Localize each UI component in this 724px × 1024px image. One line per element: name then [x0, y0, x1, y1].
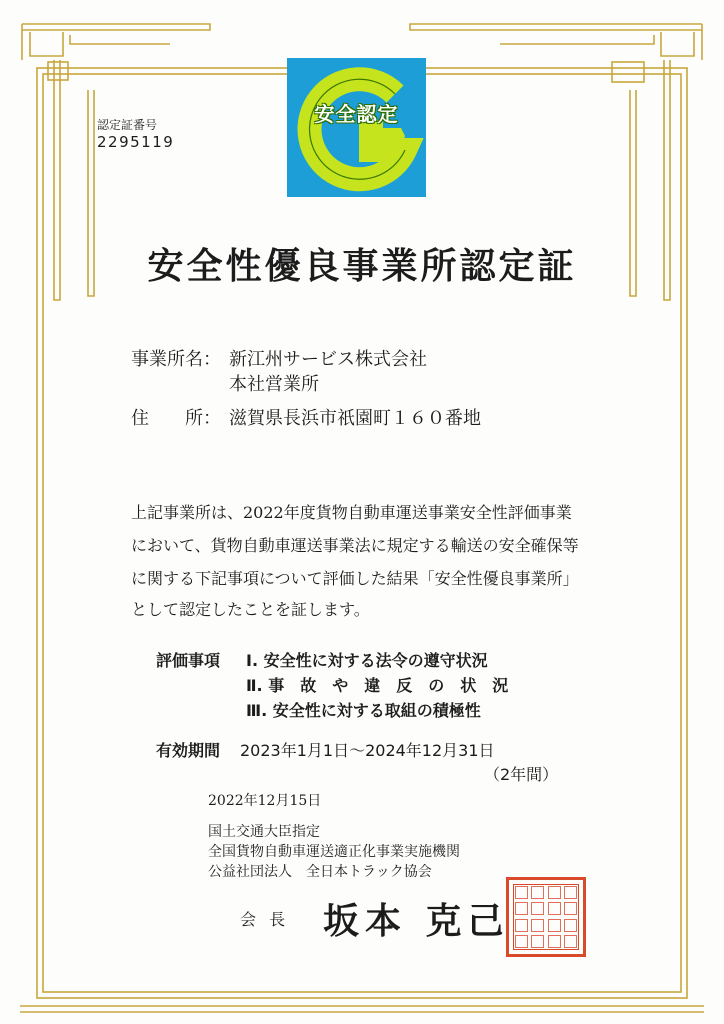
validity-duration: （2年間） — [484, 765, 559, 784]
issue-date: 2022年12月15日 — [208, 793, 322, 809]
business-branch: 本社営業所 — [229, 374, 319, 395]
evaluation-item-1: Ⅰ. 安全性に対する法令の遵守状況 — [246, 651, 488, 670]
validity-label: 有効期間 — [156, 741, 221, 760]
body-line-2: において、貨物自動車運送事業法に規定する輸送の安全確保等 — [131, 536, 579, 555]
certificate-title: 安全性優良事業所認定証 — [147, 246, 577, 287]
certificate-number: 2295119 — [97, 133, 175, 151]
g-mark-icon — [287, 58, 426, 197]
certificate-number-label: 認定証番号 — [97, 118, 158, 132]
signatory-title: 会 長 — [240, 910, 290, 929]
official-seal-stamp — [506, 877, 586, 957]
signatory-name: 坂本 克己 — [323, 900, 510, 942]
address: 滋賀県長浜市祇園町１６０番地 — [229, 408, 481, 429]
issuer-line-3: 公益社団法人 全日本トラック協会 — [208, 864, 432, 880]
body-line-4: として認定したことを証します。 — [131, 600, 370, 619]
evaluation-label: 評価事項 — [156, 651, 221, 670]
issuer-line-1: 国土交通大臣指定 — [208, 824, 320, 840]
body-line-1: 上記事業所は、2022年度貨物自動車運送事業安全性評価事業 — [131, 503, 572, 522]
address-label: 住 所： — [131, 408, 221, 429]
business-name-label: 事業所名： — [131, 349, 221, 370]
issuer-line-2: 全国貨物自動車運送適正化事業実施機関 — [208, 844, 460, 860]
evaluation-item-2: Ⅱ. 事 故 や 違 反 の 状 況 — [246, 676, 509, 695]
validity-period: 2023年1月1日～2024年12月31日 — [240, 741, 495, 760]
logo-text: 安全認定 — [314, 102, 399, 126]
body-line-3: に関する下記事項について評価した結果「安全性優良事業所」 — [131, 569, 579, 588]
evaluation-item-3: Ⅲ. 安全性に対する取組の積極性 — [246, 701, 481, 720]
safety-certification-logo — [287, 58, 426, 197]
business-name: 新江州サービス株式会社 — [229, 349, 427, 370]
